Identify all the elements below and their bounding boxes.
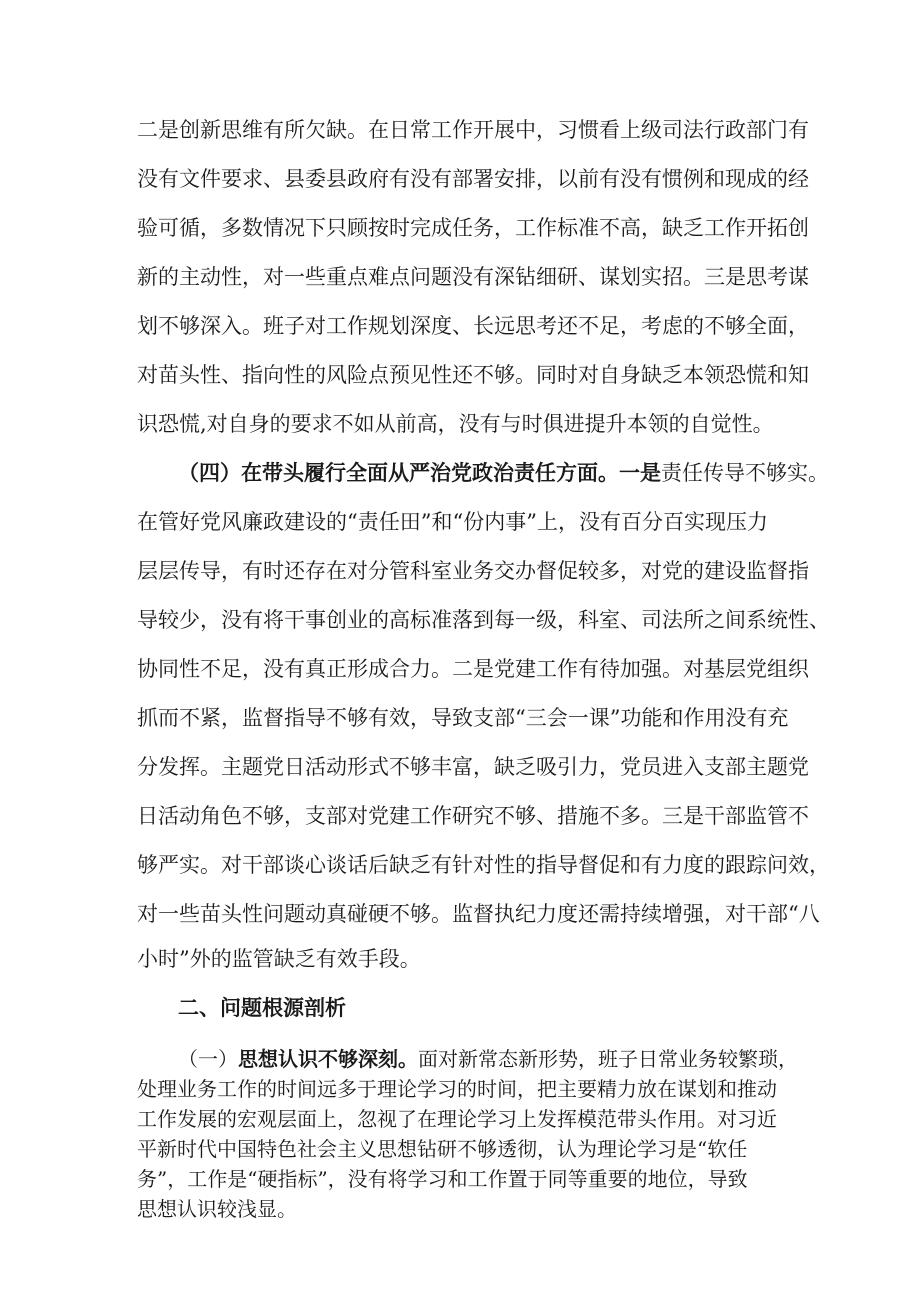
text-line: 验可循，多数情况下只顾按时完成任务，工作标准不高，缺乏工作开拓创	[137, 216, 809, 240]
text-run: 责任传导不够实。	[661, 461, 829, 485]
text-run: 面对新常态新形势，班子日常业务较繁琐，	[418, 1047, 798, 1071]
text-line: 导较少，没有将干事创业的高标准落到每一级，科室、司法所之间系统性、	[137, 608, 830, 632]
paragraph-first-line	[178, 1046, 798, 1072]
text-line: 思想认识较浅显。	[137, 1197, 297, 1221]
paragraph-first-line	[178, 459, 829, 487]
text-line: 在管好党风廉政建设的“责任田”和“份内事”上，没有百分百实现压力	[137, 510, 768, 534]
text-line: 对一些苗头性问题动真碰硬不够。监督执纪力度还需持续增强，对干部“八	[137, 902, 820, 926]
text-line: 识恐慌,对自身的要求不如从前高，没有与时俱进提升本领的自觉性。	[137, 412, 774, 436]
text-line: 没有文件要求、县委县政府有没有部署安排，以前有没有惯例和现成的经	[137, 167, 809, 191]
text-run: （一）	[178, 1047, 238, 1071]
text-line: 二是创新思维有所欠缺。在日常工作开展中，习惯看上级司法行政部门有	[137, 118, 809, 142]
text-line: 划不够深入。班子对工作规划深度、长远思考还不足，考虑的不够全面，	[137, 314, 809, 338]
text-line: 平新时代中国特色社会主义思想钻研不够透彻，认为理论学习是“软任	[137, 1137, 748, 1161]
section-title-bold: 思想认识不够深刻。	[238, 1047, 418, 1071]
section-heading: 二、问题根源剖析	[178, 995, 346, 1020]
text-line: 务”，工作是“硬指标”，没有将学习和工作置于同等重要的地位，导致	[137, 1167, 748, 1191]
text-line: 工作发展的宏观层面上，忽视了在理论学习上发挥模范带头作用。对习近	[137, 1107, 777, 1131]
text-line: 处理业务工作的时间远多于理论学习的时间，把主要精力放在谋划和推动	[137, 1077, 777, 1101]
text-line: 协同性不足，没有真正形成合力。二是党建工作有待加强。对基层党组织	[137, 657, 809, 681]
text-line: 抓而不紧，监督指导不够有效，导致支部“三会一课”功能和作用没有充	[137, 706, 789, 730]
text-line: 层层传导，有时还存在对分管科室业务交办督促较多，对党的建设监督指	[137, 559, 809, 583]
text-line: 小时”外的监管缺乏有效手段。	[137, 947, 421, 971]
text-line: 分发挥。主题党日活动形式不够丰富，缺乏吸引力，党员进入支部主题党	[137, 755, 809, 779]
text-line: 新的主动性，对一些重点难点问题没有深钻细研、谋划实招。三是思考谋	[137, 265, 809, 289]
text-line: 对苗头性、指向性的风险点预见性还不够。同时对自身缺乏本领恐慌和知	[137, 363, 809, 387]
text-line: 够严实。对干部谈心谈话后缺乏有针对性的指导督促和有力度的跟踪问效，	[137, 853, 830, 877]
section-title-bold: （四）在带头履行全面从严治党政治责任方面。一是	[178, 460, 661, 485]
text-line: 日活动角色不够，支部对党建工作研究不够、措施不多。三是干部监管不	[137, 804, 809, 828]
